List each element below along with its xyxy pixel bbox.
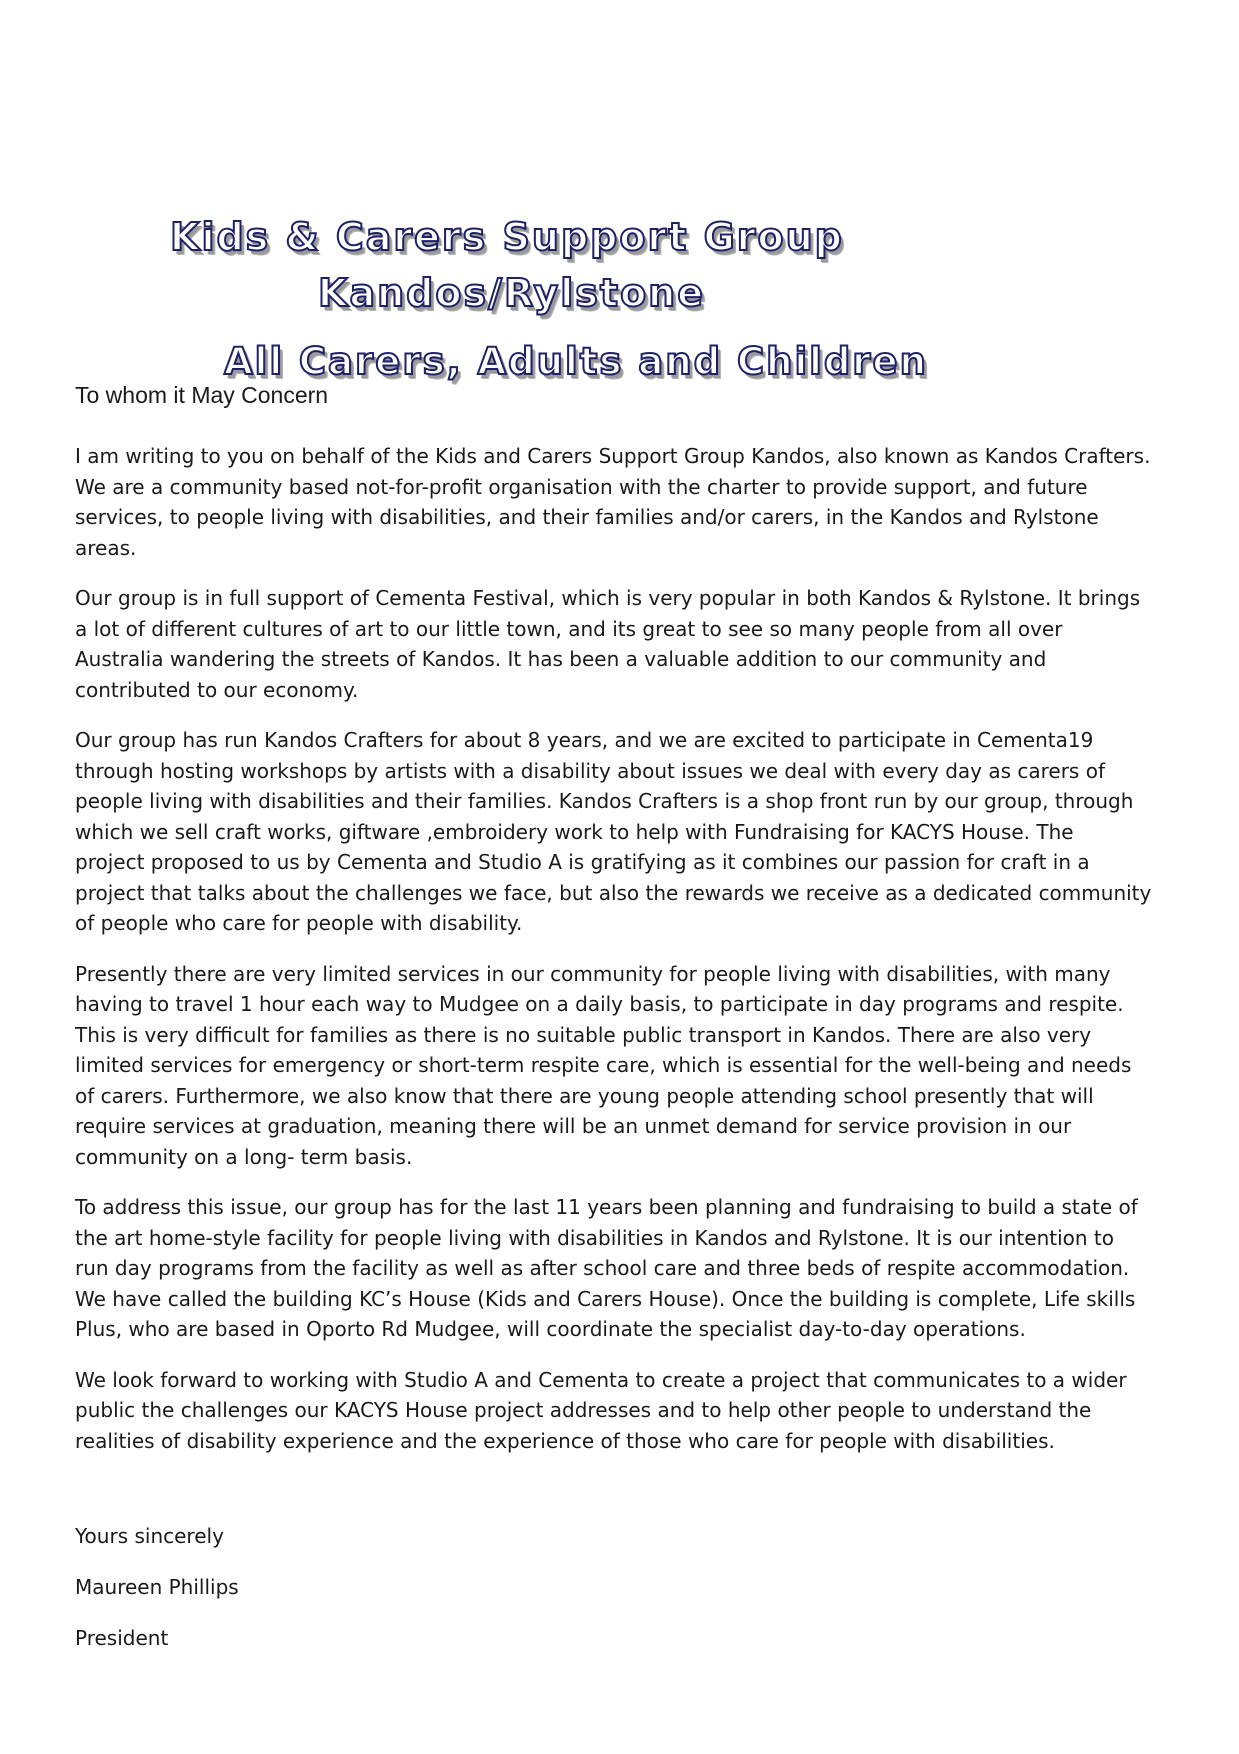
letter-body <box>75 441 1175 1476</box>
closing-phrase: Yours sincerely <box>75 1524 224 1548</box>
letterhead-group-name: Kids & Carers Support Group <box>170 215 844 259</box>
paragraph: I am writing to you on behalf of the Kids and Carers Support Group Kandos, also known as Kandos Crafters. We are a community based not-for-profit organisation with the charter to provide support, and future services, to people living with disabilities, and their families and/or carers, in the Kandos and Rylstone areas. <box>75 444 1151 560</box>
signatory-name: Maureen Phillips <box>75 1575 239 1599</box>
letterhead-location: Kandos/Rylstone <box>318 271 706 315</box>
salutation: To whom it May Concern <box>75 382 329 408</box>
paragraph: Our group is in full support of Cementa Festival, which is very popular in both Kandos & Rylstone. It brings a lot of different cultures of art to our little town, and its great to see so many people from all over Australia wandering the streets of Kandos. It has been a valuable addition to our community and contributed to our economy. <box>75 586 1141 702</box>
paragraph: Our group has run Kandos Crafters for about 8 years, and we are excited to participate in Cementa19 through hosting workshops by artists with a disability about issues we deal with every day as carers of people living with disabilities and their families. Kandos Crafters is a shop front run by our group, through which we sell craft works, giftware ,embroidery work to help with Fundraising for KACYS House. The project proposed to us by Cementa and Studio A is gratifying as it combines our passion for craft in a project that talks about the challenges we face, but also the rewards we receive as a dedicated community of people who care for people with disability. <box>75 728 1152 935</box>
paragraph: Presently there are very limited services in our community for people living with disabilities, with many having to travel 1 hour each way to Mudgee on a daily basis, to participate in day programs and respite. This is very difficult for families as there is no suitable public transport in Kandos. There are also very limited services for emergency or short-term respite care, which is essential for the well-being and needs of carers. Furthermore, we also know that there are young people attending school presently that will require services at graduation, meaning there will be an unmet demand for service provision in our community on a long- term basis. <box>75 961 1132 1169</box>
paragraph: To address this issue, our group has for the last 11 years been planning and fundraising to build a state of the art home-style facility for people living with disabilities in Kandos and Rylstone. It is our intention to run day programs from the facility as well as after school care and three beds of respite accommodation. We have called the building KC’s House (Kids and Carers House). Once the building is complete, Life skills Plus, who are based in Oporto Rd Mudgee, will coordinate the specialist day-to-day operations. <box>75 1195 1138 1341</box>
letterhead-tagline: All Carers, Adults and Children <box>224 340 928 383</box>
paragraph: We look forward to working with Studio A and Cementa to create a project that communicates to a wider public the challenges our KACYS House project addresses and to help other people to understand the realities of disability experience and the experience of those who care for people with disabilities. <box>75 1367 1127 1453</box>
signatory-title: President <box>75 1626 169 1650</box>
